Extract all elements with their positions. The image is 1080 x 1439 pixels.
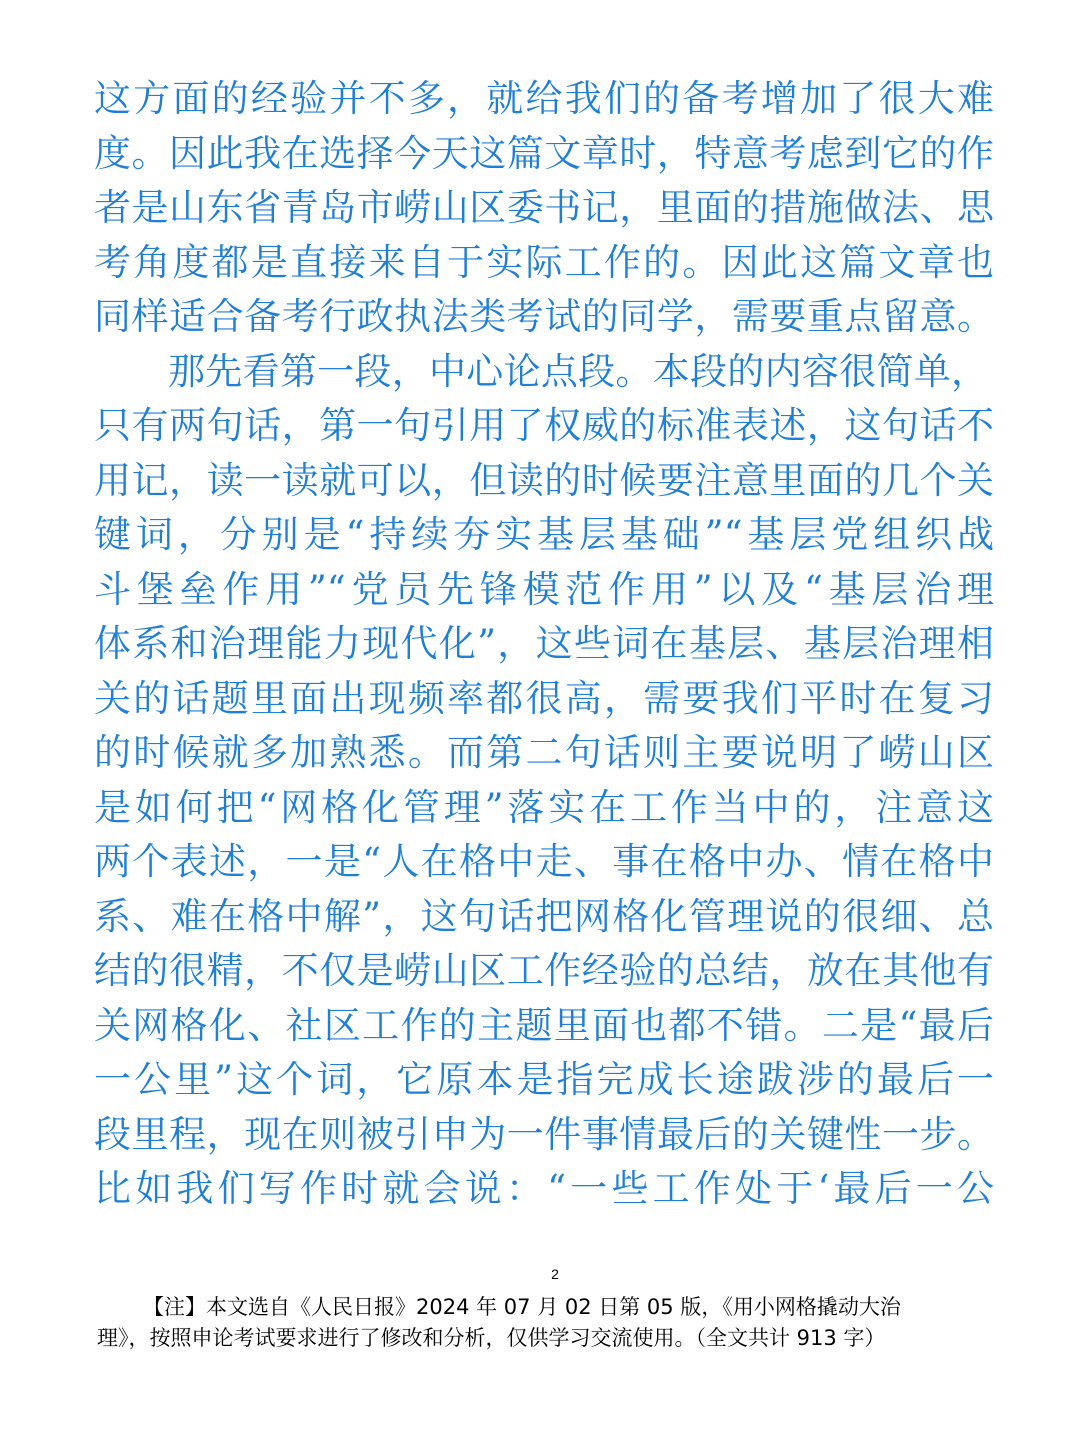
body-line: 段里程，现在则被引申为一件事情最后的关键性一步。 [94, 1112, 994, 1156]
body-line: 的时候就多加熟悉。而第二句话则主要说明了崂山区 [94, 731, 994, 774]
body-line-paragraph-start: 那先看第一段，中心论点段。本段的内容很简单， [168, 349, 988, 393]
body-line: 键词，分别是“持续夯实基层基础”“基层党组织战 [94, 513, 994, 556]
body-line: 关的话题里面出现频率都很高，需要我们平时在复习 [94, 676, 994, 720]
body-line: 这方面的经验并不多，就给我们的备考增加了很大难 [94, 77, 994, 120]
body-line: 考角度都是直接来自于实际工作的。因此这篇文章也 [94, 240, 994, 284]
body-line: 同样适合备考行政执法类考试的同学，需要重点留意。 [94, 295, 994, 338]
page-number: 2 [551, 1266, 559, 1282]
footnote [97, 1292, 987, 1354]
body-line: 斗堡垒作用”“党员先锋模范作用”以及“基层治理 [94, 567, 994, 611]
body-line: 系、难在格中解”，这句话把网格化管理说的很细、总 [94, 894, 994, 938]
footnote-line: 理》，按照申论考试要求进行了修改和分析，仅供学习交流使用。（全文共计 913 字） [97, 1326, 886, 1350]
body-line: 一公里”这个词，它原本是指完成长途跋涉的最后一 [94, 1058, 994, 1101]
body-line: 者是山东省青岛市崂山区委书记，里面的措施做法、思 [94, 186, 994, 229]
body-line: 两个表述，一是“人在格中走、事在格中办、情在格中 [94, 840, 994, 883]
footnote-line: 【注】本文选自《人民日报》2024 年 07 月 02 日第 05 版，《用小网格撬动大治 [143, 1295, 901, 1319]
body-line: 比如我们写作时就会说：“一些工作处于‘最后一公 [94, 1167, 994, 1210]
article-body [94, 72, 994, 1217]
body-line: 体系和治理能力现代化”，这些词在基层、基层治理相 [94, 622, 994, 665]
body-line: 结的很精，不仅是崂山区工作经验的总结，放在其他有 [94, 949, 994, 992]
body-line: 只有两句话，第一句引用了权威的标准表述，这句话不 [94, 404, 994, 447]
body-line: 用记，读一读就可以，但读的时候要注意里面的几个关 [94, 458, 994, 502]
body-line: 度。因此我在选择今天这篇文章时，特意考虑到它的作 [94, 131, 994, 175]
body-line: 关网格化、社区工作的主题里面也都不错。二是“最后 [94, 1003, 994, 1047]
body-line: 是如何把“网格化管理”落实在工作当中的，注意这 [94, 785, 994, 829]
